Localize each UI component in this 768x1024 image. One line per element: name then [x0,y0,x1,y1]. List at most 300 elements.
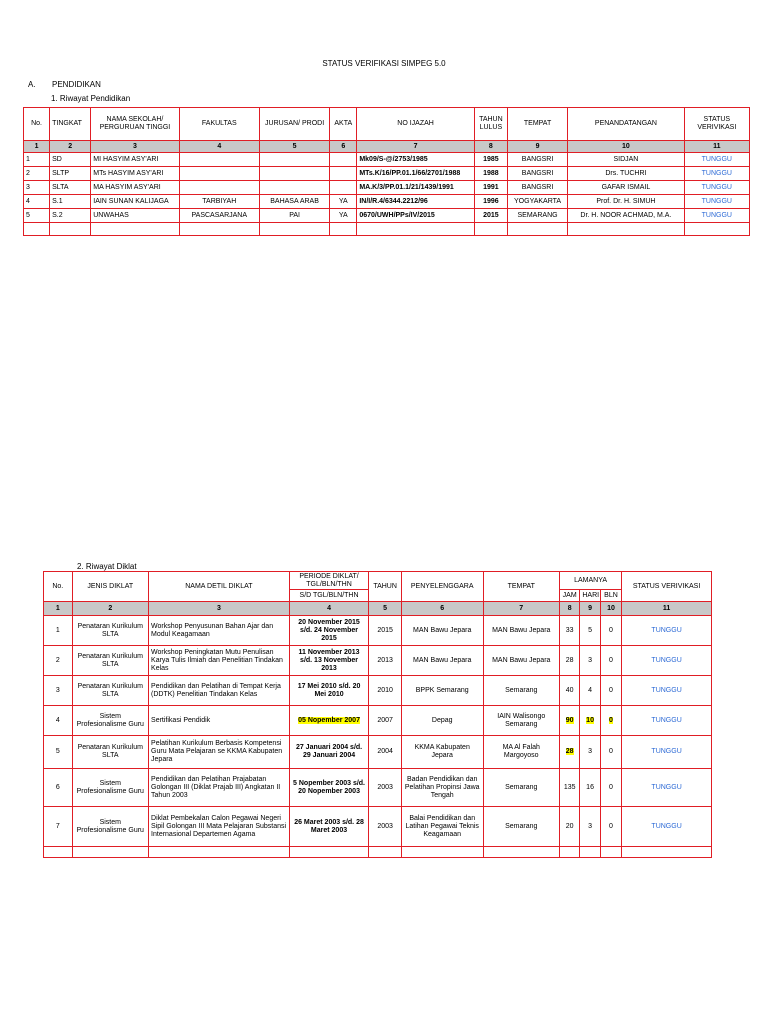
diklat-table-row [44,616,712,646]
diklat-nama [149,616,290,646]
edu-status: TUNGGU [684,195,749,209]
diklat-periode [289,616,369,646]
edu-penandatangan: Dr. H. NOOR ACHMAD, M.A. [568,209,684,223]
edu-akta [330,181,357,195]
diklat-status [622,769,712,807]
edu-no-ijazah: MA.K/3/PP.01.1/21/1439/1991 [357,181,474,195]
diklat-tempat [483,807,559,847]
diklat-header-periode: PERIODE DIKLAT/ TGL/BLN/THN [289,572,369,590]
diklat-no [44,769,73,807]
edu-tahun: 2015 [474,209,507,223]
diklat-jam [559,807,579,847]
diklat-hari [580,769,600,807]
edu-col-number: 8 [474,141,507,153]
diklat-status-text: TUNGGU [651,716,682,724]
edu-sekolah [91,223,179,236]
diklat-jenis-text: Penataran Kurikulum SLTA [77,744,143,759]
diklat-empty-cell [580,847,600,858]
edu-no: 5 [24,209,50,223]
diklat-empty-cell [483,847,559,858]
diklat-hari [580,676,600,706]
diklat-bln-text: 0 [609,822,613,830]
edu-jurusan [259,153,329,167]
edu-penandatangan: SIDJAN [568,153,684,167]
diklat-periode-text: 5 Nopember 2003 s/d. 20 Nopember 2003 [293,779,366,795]
diklat-empty-cell [559,847,579,858]
diklat-penyelenggara [401,616,483,646]
diklat-status-text: TUNGGU [651,748,682,755]
edu-col-number: 3 [91,141,179,153]
diklat-table-row [44,736,712,769]
edu-header-cell: NAMA SEKOLAH/ PERGURUAN TINGGI [91,108,179,141]
diklat-penyelenggara-text: Balai Pendidikan dan Latihan Pegawai Teknis Keagamaan [405,814,479,838]
edu-tingkat: S.1 [50,195,91,209]
diklat-bln-text: 0 [609,783,613,791]
diklat-tempat-text: MA Al Falah Margoyoso [502,744,540,759]
diklat-periode [289,706,369,736]
edu-sekolah: MTs HASYIM ASY'ARI [91,167,179,181]
diklat-status-text: TUNGGU [651,822,682,830]
edu-tahun: 1991 [474,181,507,195]
diklat-no [44,736,73,769]
education-history-table [23,107,750,236]
diklat-hari [580,616,600,646]
edu-tempat: BANGSRI [507,153,567,167]
diklat-periode [289,676,369,706]
diklat-col-number: 10 [600,602,621,616]
edu-status: TUNGGU [684,209,749,223]
diklat-nama-text: Diklat Pembekalan Calon Pegawai Negeri Sipil Golongan III Mata Pelajaran Substansi Internasional Departemen Agama [151,814,287,838]
edu-col-number: 7 [357,141,474,153]
edu-penandatangan: GAFAR ISMAIL [568,181,684,195]
edu-sekolah: MA HASYIM ASY'ARI [91,181,179,195]
diklat-col-number: 1 [44,602,73,616]
diklat-tahun-text: 2003 [377,822,393,830]
diklat-status [622,676,712,706]
edu-no-ijazah: Mk09/S-@/2753/1985 [357,153,474,167]
diklat-empty-cell [369,847,402,858]
diklat-periode-text: 11 November 2013 s/d. 13 November 2013 [298,648,360,672]
diklat-tahun [369,736,402,769]
diklat-no-text: 3 [55,686,60,694]
edu-header-cell: FAKULTAS [179,108,259,141]
diklat-hari [580,736,600,769]
diklat-jenis-text: Penataran Kurikulum SLTA [77,682,143,698]
edu-tempat [507,223,567,236]
diklat-periode [289,736,369,769]
diklat-nama-text: Sertifikasi Pendidik [151,716,211,724]
edu-tempat: YOGYAKARTA [507,195,567,209]
diklat-nama-text: Pendidikan dan Pelatihan di Tempat Kerja (DDTK) Penelitian Tindakan Kelas [151,682,281,698]
edu-header-cell: STATUS VERIVIKASI [684,108,749,141]
edu-jurusan [259,223,329,236]
edu-akta: YA [330,209,357,223]
edu-col-number: 10 [568,141,684,153]
diklat-jenis-text: Sistem Profesionalisme Guru [76,779,144,795]
diklat-tempat-text: MAN Bawu Jepara [492,626,551,634]
diklat-tempat [483,769,559,807]
diklat-tahun [369,676,402,706]
diklat-jenis [72,807,148,847]
diklat-status [622,616,712,646]
diklat-penyelenggara [401,646,483,676]
diklat-nama [149,646,290,676]
diklat-jam-text: 40 [565,686,574,694]
diklat-jam-text: 90 [565,716,574,724]
edu-header-cell: TAHUN LULUS [474,108,507,141]
diklat-no-text: 2 [55,656,60,664]
edu-header-cell: No. [24,108,50,141]
diklat-jenis [72,616,148,646]
edu-table-row [24,209,750,223]
diklat-no [44,616,73,646]
diklat-hari-text: 3 [588,748,593,755]
edu-fakultas: PASCASARJANA [179,209,259,223]
diklat-empty-cell [622,847,712,858]
diklat-table-row [44,807,712,847]
diklat-periode-text: 05 Nopember 2007 [298,716,360,724]
diklat-jam-text: 28 [565,748,574,755]
diklat-header-hari: HARI [580,590,600,602]
edu-header-row [24,108,750,141]
edu-jurusan: PAI [259,209,329,223]
diklat-tempat [483,616,559,646]
diklat-hari-text: 10 [586,716,594,724]
diklat-col-number: 9 [580,602,600,616]
diklat-jam-text: 135 [563,783,576,791]
edu-header-cell: TEMPAT [507,108,567,141]
diklat-tempat [483,706,559,736]
diklat-jenis [72,736,148,769]
edu-no: 3 [24,181,50,195]
diklat-penyelenggara-text: Depag [431,716,453,724]
diklat-jam [559,676,579,706]
diklat-status [622,736,712,769]
edu-tingkat: S.2 [50,209,91,223]
edu-jurusan [259,181,329,195]
diklat-header-row-1 [44,572,712,590]
diklat-jenis-text: Penataran Kurikulum SLTA [77,652,143,668]
diklat-bln [600,736,621,769]
edu-no-ijazah: MTs.K/16/PP.01.1/66/2701/1988 [357,167,474,181]
edu-status: TUNGGU [684,181,749,195]
edu-col-number: 6 [330,141,357,153]
edu-tahun: 1988 [474,167,507,181]
edu-table-row [24,181,750,195]
edu-fakultas [179,167,259,181]
diklat-hari [580,706,600,736]
diklat-empty-cell [44,847,73,858]
diklat-tahun-text: 2013 [377,656,393,664]
diklat-bln-text: 0 [609,716,613,724]
diklat-tahun [369,706,402,736]
diklat-tempat [483,646,559,676]
diklat-bln-text: 0 [609,748,613,755]
edu-akta [330,167,357,181]
diklat-table-body [44,616,712,858]
diklat-penyelenggara-text: BPPK Semarang [415,686,469,694]
diklat-empty-cell [149,847,290,858]
edu-col-number: 9 [507,141,567,153]
edu-header-cell: JURUSAN/ PRODI [259,108,329,141]
diklat-hari-text: 4 [588,686,593,694]
diklat-jam-text: 28 [565,656,574,664]
diklat-empty-cell [600,847,621,858]
edu-no [24,223,50,236]
diklat-jenis-text: Penataran Kurikulum SLTA [77,622,143,638]
diklat-no-text: 1 [55,626,60,634]
diklat-no [44,676,73,706]
diklat-tahun-text: 2007 [377,716,393,724]
edu-status: TUNGGU [684,167,749,181]
diklat-no-text: 6 [55,783,60,791]
edu-table-row [24,195,750,209]
diklat-col-number: 11 [622,602,712,616]
edu-fakultas: TARBIYAH [179,195,259,209]
diklat-jenis [72,646,148,676]
diklat-nama [149,706,290,736]
education-history-heading: 1. Riwayat Pendidikan [51,94,131,103]
diklat-bln [600,769,621,807]
diklat-nama-text: Workshop Peningkatan Mutu Penulisan Karya Tulis Ilmiah dan Penelitian Tindakan Kelas [151,648,283,672]
diklat-status-text: TUNGGU [651,783,682,791]
training-history-table [43,571,712,858]
diklat-periode-text: 17 Mei 2010 s/d. 20 Mei 2010 [297,682,361,698]
edu-table-row [24,167,750,181]
section-a-number: A. [28,80,36,89]
diklat-empty-row [44,847,712,858]
diklat-status [622,807,712,847]
edu-header-cell: TINGKAT [50,108,91,141]
edu-tingkat: SLTP [50,167,91,181]
diklat-col-number: 7 [483,602,559,616]
diklat-no-text: 7 [55,822,60,830]
diklat-bln [600,616,621,646]
diklat-penyelenggara-text: Badan Pendidikan dan Pelatihan Propinsi Jawa Tengah [404,775,480,799]
diklat-tempat-text: Semarang [505,783,538,791]
diklat-jam [559,646,579,676]
diklat-no [44,706,73,736]
diklat-col-number: 8 [559,602,579,616]
diklat-no-text: 5 [55,748,60,755]
edu-header-cell: AKTA [330,108,357,141]
diklat-nama [149,736,290,769]
diklat-tempat-text: IAIN Walisongo Semarang [497,712,546,728]
edu-sekolah: MI HASYIM ASY'ARI [91,153,179,167]
edu-tahun: 1996 [474,195,507,209]
diklat-tahun [369,616,402,646]
section-a-heading [28,80,101,89]
edu-tahun [474,223,507,236]
edu-column-number-row [24,141,750,153]
diklat-periode [289,769,369,807]
diklat-hari-text: 3 [588,656,593,664]
diklat-penyelenggara-text: KKMA Kabupaten Jepara [414,744,470,759]
diklat-hari-text: 16 [586,783,594,791]
edu-tempat: BANGSRI [507,181,567,195]
diklat-jam [559,736,579,769]
edu-sekolah: IAIN SUNAN KALIJAGA [91,195,179,209]
edu-penandatangan: Drs. TUCHRI [568,167,684,181]
diklat-tempat [483,736,559,769]
diklat-header-no: No. [44,572,73,602]
diklat-bln-text: 0 [609,626,613,634]
diklat-col-number: 6 [401,602,483,616]
edu-penandatangan: Prof. Dr. H. SIMUH [568,195,684,209]
diklat-jenis [72,769,148,807]
diklat-periode-text: 27 Januari 2004 s/d. 29 Januari 2004 [295,744,363,759]
edu-akta: YA [330,195,357,209]
edu-table-row [24,153,750,167]
document-title: STATUS VERIFIKASI SIMPEG 5.0 [322,59,446,68]
diklat-table-row [44,676,712,706]
diklat-periode [289,646,369,676]
section-a-label: PENDIDIKAN [52,80,101,89]
edu-no-ijazah: IN/I/R.4/6344.2212/96 [357,195,474,209]
diklat-bln [600,676,621,706]
diklat-tahun [369,769,402,807]
diklat-col-number: 2 [72,602,148,616]
edu-col-number: 5 [259,141,329,153]
diklat-header-tahun: TAHUN [369,572,402,602]
diklat-nama [149,676,290,706]
diklat-jenis [72,706,148,736]
diklat-tempat-text: MAN Bawu Jepara [492,656,551,664]
edu-fakultas [179,223,259,236]
diklat-periode-text: 26 Maret 2003 s/d. 28 Maret 2003 [294,818,364,834]
edu-fakultas [179,181,259,195]
diklat-tahun-text: 2010 [377,686,393,694]
diklat-nama [149,807,290,847]
diklat-penyelenggara [401,807,483,847]
diklat-table-row [44,769,712,807]
diklat-header-jam: JAM [559,590,579,602]
diklat-tahun [369,807,402,847]
edu-no: 2 [24,167,50,181]
diklat-tahun-text: 2003 [377,783,393,791]
diklat-header-nama: NAMA DETIL DIKLAT [149,572,290,602]
edu-sekolah: UNWAHAS [91,209,179,223]
diklat-penyelenggara-text: MAN Bawu Jepara [413,656,472,664]
edu-no: 4 [24,195,50,209]
diklat-hari-text: 5 [588,626,593,634]
diklat-periode-text: 20 November 2015 s/d. 24 November 2015 [298,618,360,642]
diklat-status-text: TUNGGU [651,656,682,664]
edu-col-number: 2 [50,141,91,153]
edu-no-ijazah [357,223,474,236]
edu-akta [330,223,357,236]
diklat-hari-text: 3 [588,822,593,830]
edu-col-number: 1 [24,141,50,153]
diklat-empty-cell [401,847,483,858]
diklat-status [622,706,712,736]
diklat-status-text: TUNGGU [651,686,682,694]
diklat-status-text: TUNGGU [651,626,682,634]
edu-no-ijazah: 0670/UWH/PPs/IV/2015 [357,209,474,223]
edu-penandatangan [568,223,684,236]
edu-header-cell: PENANDATANGAN [568,108,684,141]
edu-tingkat [50,223,91,236]
edu-status [684,223,749,236]
edu-jurusan: BAHASA ARAB [259,195,329,209]
training-history-heading: 2. Riwayat Diklat [77,562,137,571]
diklat-jam [559,706,579,736]
diklat-jenis-text: Sistem Profesionalisme Guru [76,712,144,728]
edu-no: 1 [24,153,50,167]
diklat-jam-text: 33 [565,626,574,634]
diklat-no [44,646,73,676]
diklat-header-periode-sub: S/D TGL/BLN/THN [289,590,369,602]
diklat-header-status: STATUS VERIVIKASI [622,572,712,602]
diklat-hari [580,646,600,676]
edu-status: TUNGGU [684,153,749,167]
diklat-header-jenis: JENIS DIKLAT [72,572,148,602]
diklat-tempat [483,676,559,706]
diklat-table-row [44,706,712,736]
diklat-nama-text: Workshop Penyusunan Bahan Ajar dan Modul Keagamaan [151,622,274,638]
diklat-header-bln: BLN [600,590,621,602]
diklat-header-penyelenggara: PENYELENGGARA [401,572,483,602]
edu-tempat: SEMARANG [507,209,567,223]
edu-akta [330,153,357,167]
diklat-bln [600,807,621,847]
diklat-status [622,646,712,676]
diklat-empty-cell [72,847,148,858]
diklat-header-lamanya: LAMANYA [559,572,621,590]
diklat-jam-text: 20 [565,822,574,830]
diklat-penyelenggara [401,769,483,807]
diklat-jenis [72,676,148,706]
diklat-tempat-text: Semarang [505,686,538,694]
diklat-tempat-text: Semarang [505,822,538,830]
diklat-empty-cell [289,847,369,858]
diklat-bln-text: 0 [609,656,613,664]
diklat-no-text: 4 [55,716,60,724]
diklat-nama [149,769,290,807]
diklat-jam [559,769,579,807]
edu-table-row [24,223,750,236]
edu-col-number: 11 [684,141,749,153]
diklat-penyelenggara [401,736,483,769]
edu-col-number: 4 [179,141,259,153]
diklat-column-number-row [44,602,712,616]
diklat-tahun [369,646,402,676]
diklat-col-number: 4 [289,602,369,616]
diklat-jenis-text: Sistem Profesionalisme Guru [76,818,144,834]
diklat-hari [580,807,600,847]
edu-tahun: 1985 [474,153,507,167]
diklat-nama-text: Pendidikan dan Pelatihan Prajabatan Golongan III (Diklat Prajab III) Angkatan II Tahun 2003 [151,775,281,799]
diklat-col-number: 3 [149,602,290,616]
edu-header-cell: NO IJAZAH [357,108,474,141]
edu-fakultas [179,153,259,167]
diklat-header-tempat: TEMPAT [483,572,559,602]
diklat-tahun-text: 2015 [377,626,393,634]
diklat-jam [559,616,579,646]
edu-tingkat: SD [50,153,91,167]
diklat-no [44,807,73,847]
edu-table-body [24,153,750,236]
diklat-penyelenggara-text: MAN Bawu Jepara [413,626,472,634]
diklat-table-row [44,646,712,676]
edu-jurusan [259,167,329,181]
diklat-bln [600,706,621,736]
diklat-tahun-text: 2004 [377,748,393,755]
edu-tingkat: SLTA [50,181,91,195]
diklat-penyelenggara [401,706,483,736]
edu-tempat: BANGSRI [507,167,567,181]
diklat-bln [600,646,621,676]
